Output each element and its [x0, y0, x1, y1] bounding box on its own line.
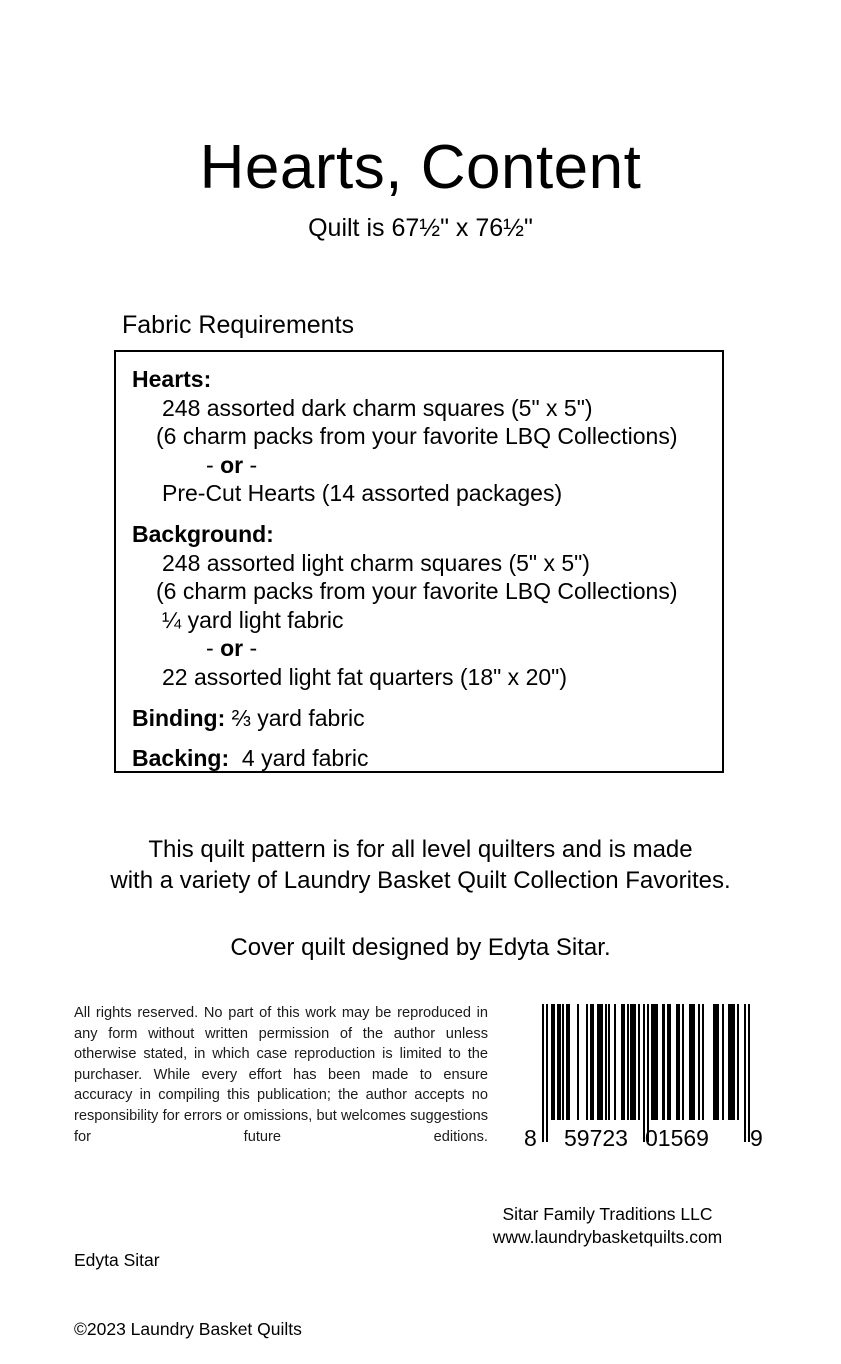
group-background-or-separator — [132, 634, 714, 663]
barcode-bar — [717, 1004, 719, 1120]
barcode-bar — [546, 1004, 548, 1142]
barcode-bar — [568, 1004, 570, 1120]
barcode-bar — [614, 1004, 616, 1120]
barcode-bar — [638, 1004, 640, 1120]
barcode-bar — [682, 1004, 684, 1120]
entry-binding-value: ⅔ yard fabric — [225, 704, 365, 731]
footer-company-block — [450, 1203, 765, 1249]
barcode-bar — [577, 1004, 579, 1120]
group-background-line-3: ¼ yard light fabric — [162, 606, 344, 633]
barcode-bar — [647, 1004, 649, 1142]
barcode-bar — [586, 1004, 588, 1120]
barcode-bar — [744, 1004, 746, 1142]
fabric-requirements-content — [132, 365, 714, 773]
barcode-bar — [662, 1004, 664, 1120]
or-dash-left: - — [206, 635, 221, 662]
barcode-bar — [722, 1004, 724, 1120]
description-paragraph — [0, 834, 841, 896]
barcode-bar — [592, 1004, 594, 1120]
footer-company-name: Sitar Family Traditions LLC — [502, 1204, 713, 1224]
designer-credit: Cover quilt designed by Edyta Sitar. — [230, 934, 611, 961]
legal-rights-text: All rights reserved. No part of this work may be reproduced in any form without written permission of the author unless otherwise stated, in which case reproduction is limited to the purchaser. While every effort has been made to ensure accuracy in compiling this publication; the author accepts no responsibility for errors or omissions, but welcomes suggestions for future editions. — [74, 1005, 488, 1145]
barcode-digit-right: 9 — [750, 1125, 763, 1151]
barcode-bar — [634, 1004, 636, 1120]
group-hearts-alt-line-1: Pre-Cut Hearts (14 assorted packages) — [162, 480, 563, 507]
barcode-bar — [669, 1004, 671, 1120]
barcode-digits-group1: 59723 — [564, 1125, 628, 1151]
barcode-bar — [542, 1004, 544, 1142]
barcode-bar — [693, 1004, 695, 1120]
barcode-digits — [522, 1123, 770, 1153]
group-hearts-line-2: (6 charm packs from your favorite LBQ Collections) — [156, 423, 678, 450]
upc-barcode — [522, 1004, 770, 1154]
or-dash-right: - — [243, 635, 258, 662]
group-background-alt-line-1: 22 assorted light fat quarters (18" x 20") — [162, 663, 567, 690]
barcode-digit-left: 8 — [524, 1125, 537, 1151]
group-label-hearts: Hearts: — [132, 366, 212, 392]
group-hearts-or-separator — [132, 451, 714, 480]
entry-backing-label: Backing: — [132, 745, 230, 772]
or-dash-left: - — [206, 451, 221, 478]
barcode-digits-group2: 01569 — [645, 1125, 709, 1151]
footer-author-block — [74, 1203, 302, 1364]
barcode-bar — [623, 1004, 625, 1120]
barcode-bar — [601, 1004, 603, 1120]
barcode-bar — [748, 1004, 750, 1142]
or-word: or — [220, 451, 244, 478]
barcode-bar — [737, 1004, 739, 1120]
entry-binding — [132, 704, 714, 733]
quilt-size-subtitle: Quilt is 67½" x 76½" — [308, 214, 533, 242]
or-word: or — [220, 635, 244, 662]
description-line-2: with a variety of Laundry Basket Quilt Collection Favorites. — [110, 867, 731, 894]
barcode-bar — [656, 1004, 658, 1120]
fabric-requirements-heading: Fabric Requirements — [122, 311, 355, 339]
group-label-background: Background: — [132, 520, 274, 547]
group-background-line-2: (6 charm packs from your favorite LBQ Collections) — [156, 578, 678, 605]
barcode-bar — [643, 1004, 645, 1142]
group-hearts-line-1: 248 assorted dark charm squares (5" x 5") — [162, 394, 593, 421]
entry-binding-label: Binding: — [132, 704, 226, 731]
entry-backing — [132, 744, 714, 773]
footer-author-name: Edyta Sitar — [74, 1250, 160, 1270]
barcode-bar — [702, 1004, 704, 1120]
barcode-bar — [553, 1004, 555, 1120]
barcode-bar — [608, 1004, 610, 1120]
group-background-line-1: 248 assorted light charm squares (5" x 5") — [162, 549, 590, 576]
page-title: Hearts, Content — [199, 133, 642, 202]
description-line-1: This quilt pattern is for all level quilters and is made — [148, 836, 693, 863]
barcode-bar — [678, 1004, 680, 1120]
barcode-bar — [562, 1004, 564, 1120]
fabric-requirements-box — [114, 350, 724, 773]
footer-copyright: ©2023 Laundry Basket Quilts — [74, 1319, 302, 1339]
barcode-bar — [698, 1004, 700, 1120]
entry-backing-value: 4 yard fabric — [229, 745, 369, 772]
barcode-bar — [733, 1004, 735, 1120]
or-dash-right: - — [243, 451, 258, 478]
footer-website: www.laundrybasketquilts.com — [492, 1227, 723, 1247]
